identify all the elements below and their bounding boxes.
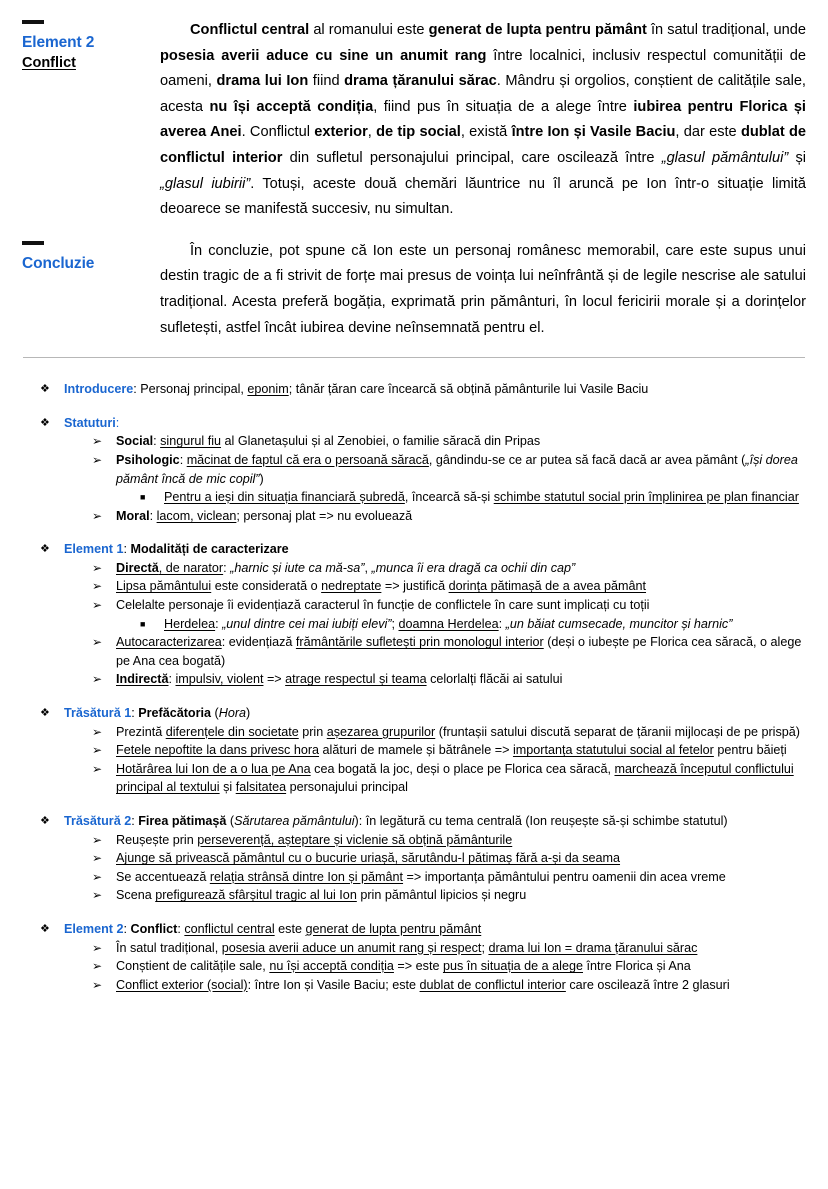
list-item [0, 488, 806, 507]
arrow-bullet-icon: ➢ [92, 743, 103, 758]
list-item-text: Fetele nepoftite la dans privesc hora alături de mamele și bătrânele => importanța statutului social al fetelor pentru băieți [116, 743, 787, 758]
list-item-text: Lipsa pământului este considerată o nedreptate => justifică dorința pătimașă de a avea pământ [116, 579, 647, 594]
list-item-text: Element 2: Conflict: conflictul central este generat de lupta pentru pământ [64, 921, 482, 936]
essay-section-element-2 [0, 18, 828, 223]
arrow-bullet-icon: ➢ [92, 832, 103, 847]
list-item [0, 414, 806, 433]
essay-paragraph-concluzie: În concluzie, pot spune că Ion este un personaj românesc memorabil, care este supus unui destin tragic de a fi strivit de forțe mai presus de voința lui neînfrântă și de legile nescrise ale satului tradițional. Acesta preferă bogăția, exprimată prin pământuri, în locul fericirii morale și a dorințelor sufletești, astfel încât iubirea devine neînsemnată pentru el. [160, 242, 806, 336]
diamond-bullet-icon: ❖ [40, 707, 50, 720]
list-item-text: Autocaracterizarea: evidențiază frământările sufletești prin monologul interior (deși o iubește pe Florica cea săracă, o alege pe Ana cea bogată) [116, 635, 802, 668]
arrow-bullet-icon: ➢ [92, 635, 103, 650]
section-divider [23, 357, 805, 358]
list-item-text: Introducere: Personaj principal, eponim; tânăr țăran care încearcă să obțină pământurile lui Vasile Baciu [64, 382, 649, 397]
arrow-bullet-icon: ➢ [92, 888, 103, 903]
list-item [0, 812, 806, 831]
list-item [0, 507, 806, 526]
list-item [0, 939, 806, 958]
dash-icon [22, 20, 44, 24]
list-item [0, 380, 806, 399]
list-item [0, 451, 806, 488]
list-item-text: Pentru a ieși din situația financiară șubredă, încearcă să-și schimbe statutul social prin împlinirea pe plan financiar [164, 490, 799, 505]
list-item [0, 596, 806, 615]
list-item [0, 723, 806, 742]
list-item [0, 540, 806, 559]
outline-list [0, 380, 828, 994]
list-item [0, 957, 806, 976]
list-item-text: Se accentuează relația strânsă dintre Ion și pământ => importanța pământului pentru oamenii din acea vreme [116, 869, 726, 884]
list-item [0, 615, 806, 634]
arrow-bullet-icon: ➢ [92, 851, 103, 866]
list-item [0, 868, 806, 887]
list-item [0, 831, 806, 850]
list-item-text: În satul tradițional, posesia averii aduce un anumit rang și respect; drama lui Ion = drama țăranului sărac [116, 940, 698, 955]
list-item [0, 849, 806, 868]
list-item-text: Trăsătură 1: Prefăcătoria (Hora) [64, 706, 251, 721]
list-item-text: Scena prefigurează sfârșitul tragic al lui Ion prin pământul lipicios și negru [116, 888, 527, 903]
list-item-text: Indirectă: impulsiv, violent => atrage respectul și teama celorlalți flăcăi ai satului [116, 672, 563, 687]
arrow-bullet-icon: ➢ [92, 598, 103, 613]
list-item [0, 432, 806, 451]
arrow-bullet-icon: ➢ [92, 452, 103, 467]
list-item-text: Social: singurul fiu al Glanetașului și al Zenobiei, o familie săracă din Pripas [116, 434, 541, 449]
arrow-bullet-icon: ➢ [92, 869, 103, 884]
list-item-text: Hotărârea lui Ion de a o lua pe Ana cea bogată la joc, deși o place pe Florica cea săracă, marchează începutul conflictului principal al textului și falsitatea personajului principal [116, 761, 794, 795]
list-item [0, 559, 806, 578]
margin-label-concluzie [0, 239, 160, 274]
diamond-bullet-icon: ❖ [40, 815, 50, 827]
list-item-text: Trăsătură 2: Firea pătimașă (Sărutarea pământului): în legătură cu tema centrală (Ion reușește să-și schimbe statutul) [64, 814, 728, 828]
list-item-text: Herdelea: „unul dintre cei mai iubiți elevi”; doamna Herdelea: „un băiat cumsecade, muncitor și harnic” [164, 616, 733, 631]
arrow-bullet-icon: ➢ [92, 579, 103, 594]
margin-label-element-2 [0, 18, 160, 73]
diamond-bullet-icon: ❖ [40, 383, 50, 396]
list-item [0, 976, 806, 995]
diamond-bullet-icon: ❖ [40, 416, 50, 429]
arrow-bullet-icon: ➢ [92, 508, 103, 523]
diamond-bullet-icon: ❖ [40, 543, 50, 556]
square-bullet-icon: ■ [140, 618, 146, 629]
essay-section-concluzie [0, 239, 828, 341]
arrow-bullet-icon: ➢ [92, 560, 103, 575]
list-item-text: Reușește prin perseverență, așteptare și viclenie să obțină pământurile [116, 832, 513, 847]
list-item-text: Moral: lacom, viclean; personaj plat => nu evoluează [116, 508, 413, 523]
arrow-bullet-icon: ➢ [92, 434, 103, 449]
list-item [0, 704, 806, 723]
list-item-text: Psihologic: măcinat de faptul că era o persoană săracă, gândindu-se ce ar putea să facă dacă ar avea pământ („își dorea pământ încă de mic copil”) [116, 452, 798, 486]
list-item-text: Ajunge să privească pământul cu o bucurie uriașă, sărutându-l pătimaș fără a-și da seama [116, 851, 621, 866]
arrow-bullet-icon: ➢ [92, 672, 103, 687]
list-item [0, 577, 806, 596]
list-item-text: Prezintă diferențele din societate prin așezarea grupurilor (fruntașii satului discută separat de țăranii mijlocași de pe prispă) [116, 724, 800, 739]
list-item-text: Directă, de narator: „harnic și iute ca mă-sa”, „munca îi era dragă ca ochii din cap” [116, 560, 576, 575]
arrow-bullet-icon: ➢ [92, 977, 103, 992]
arrow-bullet-icon: ➢ [92, 959, 103, 974]
list-item [0, 741, 806, 760]
margin-label-title: Element 2 [22, 34, 95, 51]
list-item-text: Conflict exterior (social): între Ion și Vasile Baciu; este dublat de conflictul interior care oscilează între 2 glasuri [116, 977, 730, 992]
margin-label-title: Concluzie [22, 254, 95, 272]
list-item-text: Celelalte personaje îi evidențiază caracterul în funcție de conflictele în care sunt implicați cu toții [116, 598, 650, 613]
list-item [0, 886, 806, 905]
list-item-text: Element 1: Modalități de caracterizare [64, 542, 289, 557]
list-item [0, 920, 806, 939]
dash-icon [22, 241, 44, 245]
list-item [0, 670, 806, 689]
list-item-text: Conștient de calitățile sale, nu își acceptă condiția => este pus în situația de a alege între Florica și Ana [116, 959, 691, 974]
arrow-bullet-icon: ➢ [92, 724, 103, 739]
diamond-bullet-icon: ❖ [40, 922, 50, 935]
arrow-bullet-icon: ➢ [92, 940, 103, 955]
arrow-bullet-icon: ➢ [92, 761, 103, 776]
list-item-text: Statuturi: [64, 415, 120, 430]
essay-paragraph-element-2: Conflictul central al romanului este generat de lupta pentru pământ în satul tradițional, unde posesia averii aduce cu sine un anumit rang între localnici, inclusiv respectul comunității de oameni, drama lui Ion fiind drama țăranului sărac. Mândru și orgolios, conștient de calitățile sale, acesta nu își acceptă condiția, fiind pus în situația de a alege între iubirea pentru Florica și averea Anei. Conflictul exterior, de tip social, există între Ion și Vasile Baciu, dar este dublat de conflictul interior din sufletul personajului principal, care oscilează între „glasul pământului” și „glasul iubirii”. Totuși, aceste două chemări lăuntrice nu îl aruncă pe Ion într-o situație limită deoarece se manifestă succesiv, nu simultan. [160, 22, 807, 218]
margin-label-subtitle: Conflict [22, 55, 76, 71]
list-item [0, 633, 806, 670]
list-item [0, 760, 806, 797]
square-bullet-icon: ■ [140, 492, 146, 503]
